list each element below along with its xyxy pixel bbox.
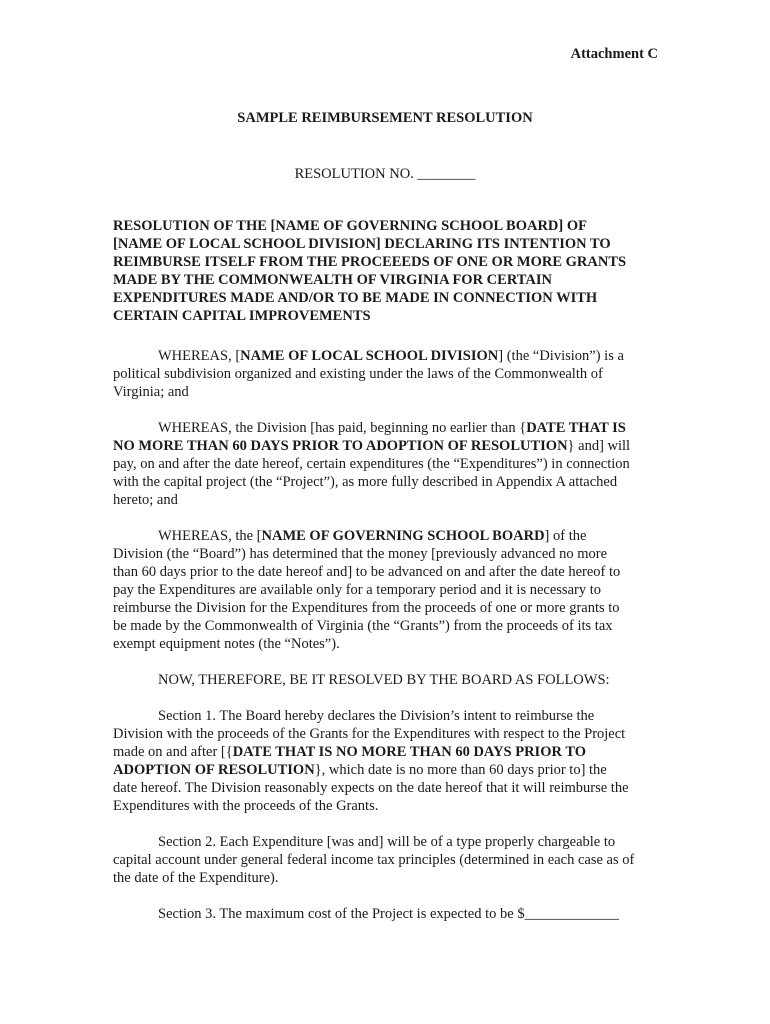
- placeholder-text: DATE THAT IS NO MORE THAN 60 DAYS PRIOR TO: [232, 744, 587, 760]
- placeholder-text: ADOPTION OF RESOLUTION: [113, 762, 315, 778]
- placeholder-text: NO MORE THAN 60 DAYS PRIOR TO ADOPTION OF RESOLUTION: [113, 438, 568, 454]
- section-3: Section 3. The maximum cost of the Project is expected to be $_____________: [158, 906, 619, 922]
- section-1: Section 1. The Board hereby declares the Division’s intent to reimburse the Division with the proceeds of the Grants for the Expenditures with respect to the Project made on and after [{DATE THAT IS NO MORE THAN 60 DAYS PRIOR TO ADOPTION OF RESOLUTION}, which date is no more than 60 days prior to] the date hereof. The Division reasonably expects on the date hereof that it will reimburse the Expenditures with the proceeds of the Grants.: [113, 708, 629, 814]
- heading-line: MADE BY THE COMMONWEALTH OF VIRGINIA FOR CERTAIN: [113, 272, 552, 288]
- heading-line: RESOLUTION OF THE [NAME OF GOVERNING SCHOOL BOARD] OF: [113, 218, 587, 234]
- placeholder-text: NAME OF GOVERNING SCHOOL BOARD: [261, 528, 545, 544]
- placeholder-text: DATE THAT IS: [526, 420, 626, 436]
- whereas-paragraph-3: WHEREAS, the [NAME OF GOVERNING SCHOOL BOARD] of the Division (the “Board”) has determined that the money [previously advanced no more than 60 days prior to the date hereof and] to be advanced on and after the date hereof to pay the Expenditures are available only for a temporary period and it is necessary to reimburse the Division for the Expenditures from the proceeds of one or more grants to be made by the Commonwealth of Virginia (the “Grants”) from the proceeds of its tax exempt equipment notes (the “Notes”).: [113, 528, 621, 652]
- document-body: [113, 217, 658, 941]
- heading-line: REIMBURSE ITSELF FROM THE PROCEEEDS OF ONE OR MORE GRANTS: [113, 254, 627, 270]
- section-2: Section 2. Each Expenditure [was and] will be of a type properly chargeable to capital account under general federal income tax principles (determined in each case as of the date of the Expenditure).: [113, 834, 635, 886]
- heading-line: [NAME OF LOCAL SCHOOL DIVISION] DECLARING ITS INTENTION TO: [113, 236, 611, 252]
- heading-line: EXPENDITURES MADE AND/OR TO BE MADE IN CONNECTION WITH: [113, 290, 598, 306]
- whereas-paragraph-1: WHEREAS, [NAME OF LOCAL SCHOOL DIVISION] (the “Division”) is a political subdivision organized and existing under the laws of the Commonwealth of Virginia; and: [113, 348, 624, 400]
- resolution-number: RESOLUTION NO. ________: [294, 166, 476, 182]
- placeholder-text: NAME OF LOCAL SCHOOL DIVISION: [240, 348, 499, 364]
- resolution-heading: [113, 217, 658, 325]
- heading-line: CERTAIN CAPITAL IMPROVEMENTS: [113, 308, 371, 324]
- whereas-paragraph-2: WHEREAS, the Division [has paid, beginning no earlier than {DATE THAT IS NO MORE THAN 60 DAYS PRIOR TO ADOPTION OF RESOLUTION} and] will pay, on and after the date hereof, certain expenditures (the “Expenditures”) in connection with the capital project (the “Project”), as more fully described in Appendix A attached hereto; and: [113, 420, 631, 508]
- resolved-paragraph: NOW, THEREFORE, BE IT RESOLVED BY THE BOARD AS FOLLOWS:: [158, 672, 610, 688]
- attachment-label: Attachment C: [570, 46, 658, 62]
- document-title: SAMPLE REIMBURSEMENT RESOLUTION: [237, 110, 533, 126]
